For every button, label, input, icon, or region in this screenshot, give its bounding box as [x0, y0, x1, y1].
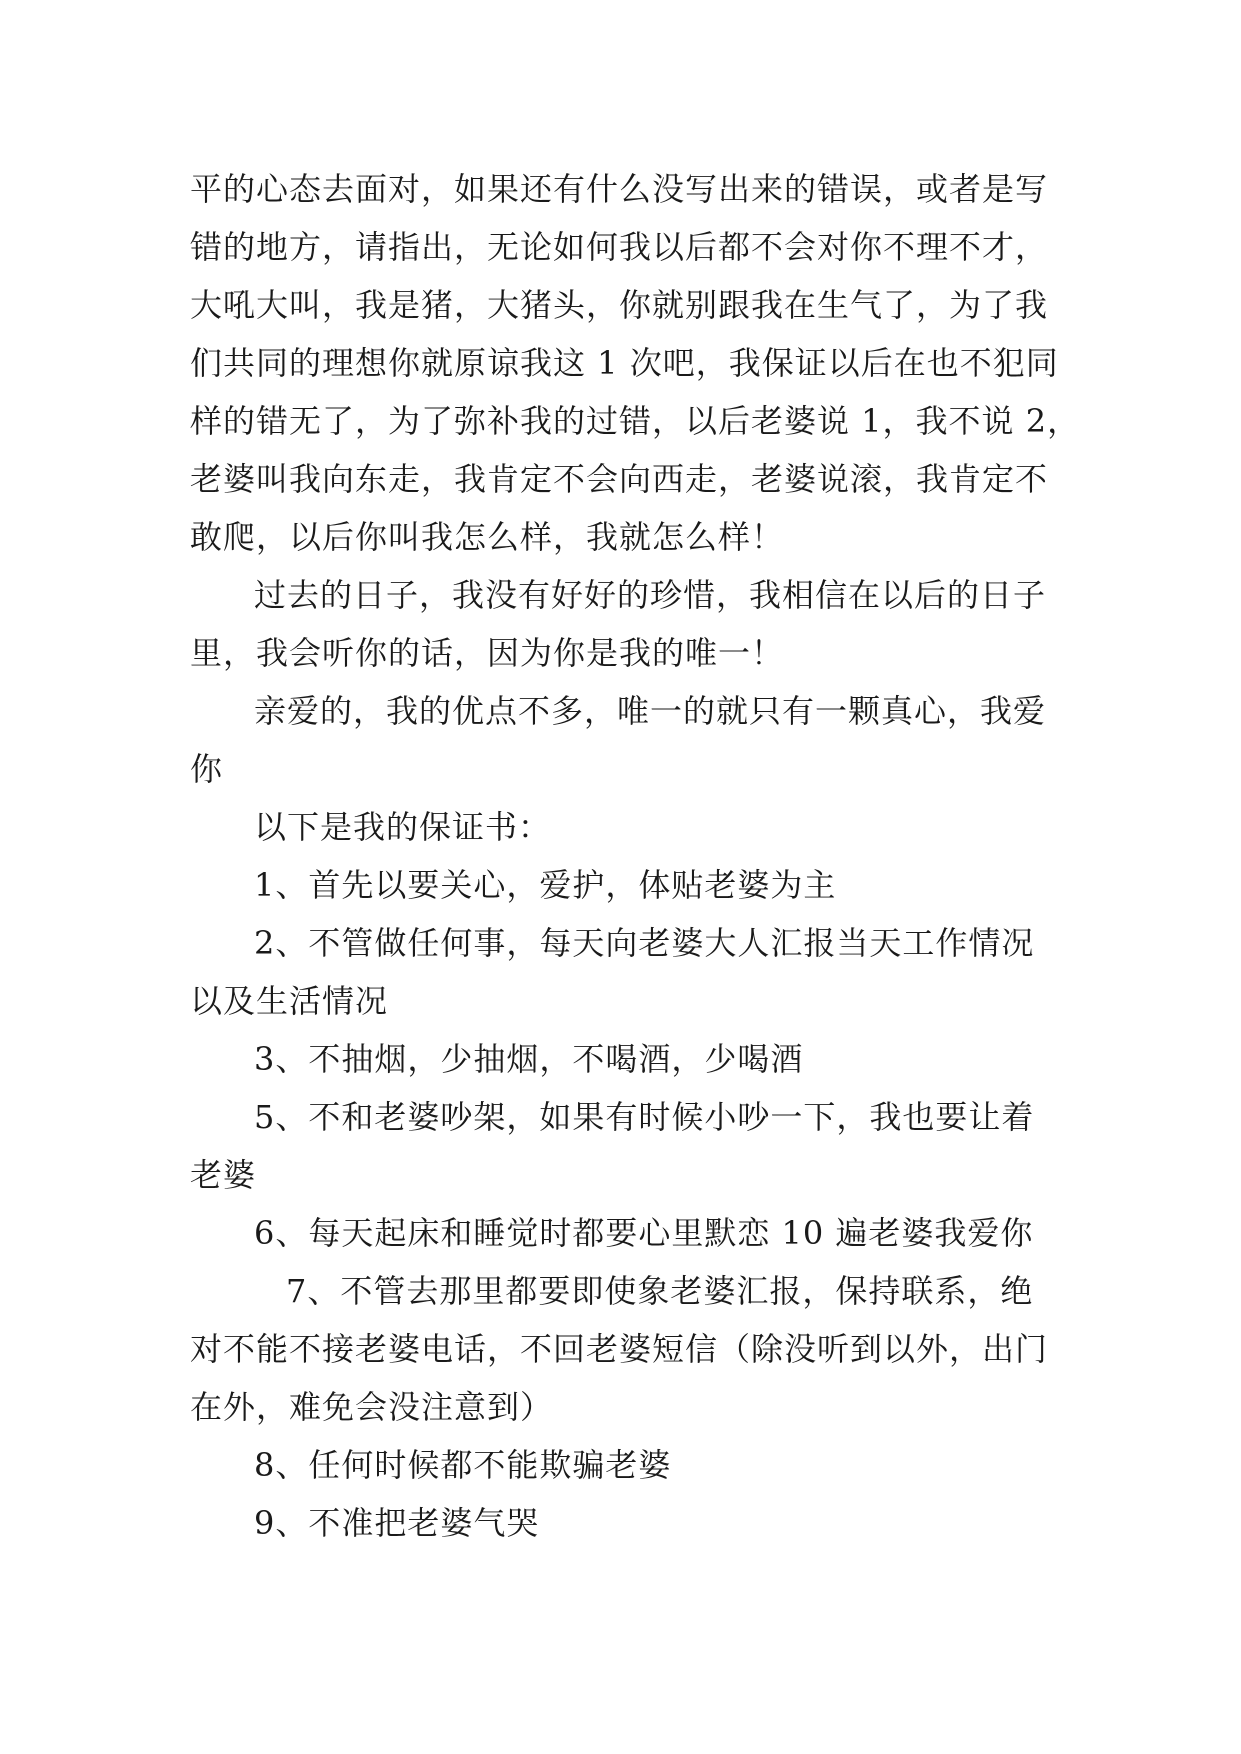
- pledge-item: 9、不准把老婆气哭: [254, 1504, 540, 1542]
- pledge-heading: 以下是我的保证书：: [254, 808, 552, 846]
- text-line: 你: [190, 750, 224, 788]
- paragraph-start-line: 亲爱的，我的优点不多，唯一的就只有一颗真心，我爱: [254, 692, 1047, 730]
- pledge-item: 7、不管去那里都要即使象老婆汇报，保持联系，绝: [286, 1272, 1034, 1310]
- document-body: [190, 160, 1081, 1552]
- text-line: 老婆叫我向东走，我肯定不会向西走，老婆说滚，我肯定不: [190, 460, 1049, 498]
- text-line: 敢爬，以后你叫我怎么样，我就怎么样！: [190, 518, 785, 556]
- pledge-item: 2、不管做任何事，每天向老婆大人汇报当天工作情况: [254, 924, 1035, 962]
- pledge-item: 5、不和老婆吵架，如果有时候小吵一下，我也要让着: [254, 1098, 1035, 1136]
- text-line: 大吼大叫，我是猪，大猪头，你就别跟我在生气了，为了我: [190, 286, 1049, 324]
- text-line: 在外，难免会没注意到）: [190, 1388, 554, 1426]
- pledge-item: 1、首先以要关心，爱护，体贴老婆为主: [254, 866, 837, 904]
- text-line: 错的地方，请指出，无论如何我以后都不会对你不理不才，: [190, 228, 1049, 266]
- pledge-item: 8、任何时候都不能欺骗老婆: [254, 1446, 672, 1484]
- text-line: 以及生活情况: [190, 982, 389, 1020]
- text-line: 们共同的理想你就原谅我这 1 次吧，我保证以后在也不犯同: [190, 344, 1059, 382]
- pledge-item: 3、不抽烟，少抽烟，不喝酒，少喝酒: [254, 1040, 804, 1078]
- text-line: 平的心态去面对，如果还有什么没写出来的错误，或者是写: [190, 170, 1049, 208]
- text-line: 样的错无了，为了弥补我的过错，以后老婆说 1，我不说 2，: [190, 402, 1081, 440]
- text-line: 对不能不接老婆电话，不回老婆短信（除没听到以外，出门: [190, 1330, 1049, 1368]
- paragraph-start-line: 过去的日子，我没有好好的珍惜，我相信在以后的日子: [254, 576, 1047, 614]
- text-line: 里，我会听你的话，因为你是我的唯一！: [190, 634, 785, 672]
- pledge-item: 6、每天起床和睡觉时都要心里默恋 10 遍老婆我爱你: [254, 1214, 1034, 1252]
- text-line: 老婆: [190, 1156, 257, 1194]
